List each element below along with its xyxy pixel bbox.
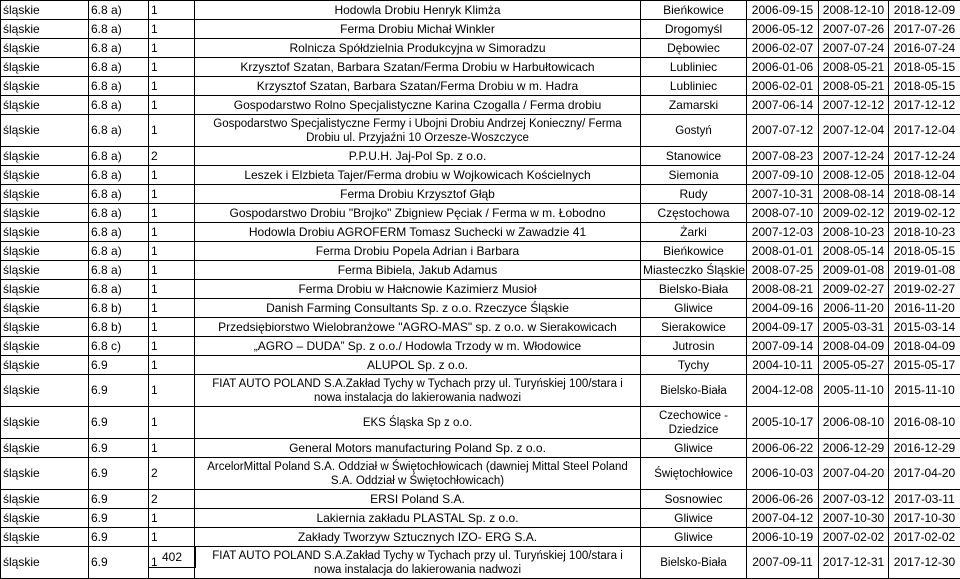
date-expiry-cell: 2019-02-27: [889, 280, 960, 299]
date-permit-cell: 2006-08-10: [819, 407, 889, 439]
date-application-cell: 2007-12-03: [747, 223, 819, 242]
count-cell: 1: [149, 204, 195, 223]
date-application-cell: 2006-05-12: [747, 20, 819, 39]
date-expiry-cell: 2017-12-12: [889, 96, 960, 115]
location-cell: Bielsko-Biała: [641, 280, 747, 299]
location-cell: Czechowice - Dziedzice: [641, 407, 747, 439]
installation-name-cell: ALUPOL Sp. z o.o.: [195, 356, 641, 375]
count-cell: 1: [149, 77, 195, 96]
location-cell: Jutrosin: [641, 337, 747, 356]
date-expiry-cell: 2018-04-09: [889, 337, 960, 356]
installation-name-cell: Ferma Drobiu Krzysztof Głąb: [195, 185, 641, 204]
location-cell: Siemonia: [641, 166, 747, 185]
region-cell: śląskie: [1, 280, 89, 299]
region-cell: śląskie: [1, 166, 89, 185]
date-application-cell: 2004-09-17: [747, 318, 819, 337]
date-expiry-cell: 2018-08-14: [889, 185, 960, 204]
date-expiry-cell: 2017-02-02: [889, 528, 960, 547]
count-cell: 2: [149, 147, 195, 166]
count-cell: 1: [149, 242, 195, 261]
table-row: [1, 147, 960, 166]
region-cell: śląskie: [1, 96, 89, 115]
date-permit-cell: 2005-11-10: [819, 375, 889, 407]
date-application-cell: 2006-02-07: [747, 39, 819, 58]
date-expiry-cell: 2017-12-04: [889, 115, 960, 147]
installation-name-cell: EKS Śląska Sp z o.o.: [195, 407, 641, 439]
region-cell: śląskie: [1, 458, 89, 490]
count-cell: 1: [149, 547, 195, 579]
section-cell: 6.9: [89, 528, 149, 547]
section-cell: 6.8 a): [89, 223, 149, 242]
table-row: [1, 115, 960, 147]
region-cell: śląskie: [1, 115, 89, 147]
date-expiry-cell: 2017-12-30: [889, 547, 960, 579]
date-application-cell: 2008-08-21: [747, 280, 819, 299]
date-permit-cell: 2007-03-12: [819, 490, 889, 509]
date-application-cell: 2004-09-16: [747, 299, 819, 318]
date-expiry-cell: 2016-11-20: [889, 299, 960, 318]
section-cell: 6.8 a): [89, 39, 149, 58]
installation-name-cell: General Motors manufacturing Poland Sp. z o.o.: [195, 439, 641, 458]
section-cell: 6.9: [89, 356, 149, 375]
installation-name-cell: Zakłady Tworzyw Sztucznych IZO- ERG S.A.: [195, 528, 641, 547]
region-cell: śląskie: [1, 490, 89, 509]
section-cell: 6.8 a): [89, 204, 149, 223]
installation-name-cell: FIAT AUTO POLAND S.A.Zakład Tychy w Tychach przy ul. Turyńskiej 100/stara i nowa instalacja do lakierowania nadwozi: [195, 547, 641, 579]
table-row: [1, 318, 960, 337]
section-cell: 6.8 a): [89, 77, 149, 96]
section-cell: 6.8 b): [89, 299, 149, 318]
location-cell: Lubliniec: [641, 77, 747, 96]
date-permit-cell: 2008-12-10: [819, 1, 889, 20]
date-permit-cell: 2005-05-27: [819, 356, 889, 375]
count-cell: 1: [149, 20, 195, 39]
installation-name-cell: Krzysztof Szatan, Barbara Szatan/Ferma Drobiu w m. Hadra: [195, 77, 641, 96]
date-permit-cell: 2007-12-24: [819, 147, 889, 166]
section-cell: 6.9: [89, 547, 149, 579]
table-row: [1, 185, 960, 204]
date-application-cell: 2007-08-23: [747, 147, 819, 166]
installation-name-cell: P.P.U.H. Jaj-Pol Sp. z o.o.: [195, 147, 641, 166]
table-row: [1, 223, 960, 242]
count-cell: 1: [149, 261, 195, 280]
date-application-cell: 2006-09-15: [747, 1, 819, 20]
region-cell: śląskie: [1, 77, 89, 96]
location-cell: Żarki: [641, 223, 747, 242]
section-cell: 6.9: [89, 439, 149, 458]
location-cell: Drogomyśl: [641, 20, 747, 39]
installation-name-cell: Gospodarstwo Specjalistyczne Fermy i Ubojni Drobiu Andrzej Konieczny/ Ferma Drobiu ul. Przyjaźni 10 Orzesze-Woszczyce: [195, 115, 641, 147]
region-cell: śląskie: [1, 299, 89, 318]
date-permit-cell: 2006-12-29: [819, 439, 889, 458]
region-cell: śląskie: [1, 242, 89, 261]
count-cell: 1: [149, 509, 195, 528]
count-cell: 1: [149, 185, 195, 204]
date-application-cell: 2004-10-11: [747, 356, 819, 375]
location-cell: Dębowiec: [641, 39, 747, 58]
section-cell: 6.8 a): [89, 20, 149, 39]
installation-name-cell: Ferma Drobiu Popela Adrian i Barbara: [195, 242, 641, 261]
installation-name-cell: Lakiernia zakładu PLASTAL Sp. z o.o.: [195, 509, 641, 528]
count-cell: 1: [149, 528, 195, 547]
count-cell: 1: [149, 299, 195, 318]
date-permit-cell: 2017-12-31: [819, 547, 889, 579]
date-application-cell: 2008-07-25: [747, 261, 819, 280]
location-cell: Sierakowice: [641, 318, 747, 337]
table-row: [1, 547, 960, 579]
date-expiry-cell: 2019-01-08: [889, 261, 960, 280]
date-expiry-cell: 2017-12-24: [889, 147, 960, 166]
installation-name-cell: Ferma Bibiela, Jakub Adamus: [195, 261, 641, 280]
date-application-cell: 2006-01-06: [747, 58, 819, 77]
section-cell: 6.8 a): [89, 147, 149, 166]
installation-name-cell: Rolnicza Spółdzielnia Produkcyjna w Simoradzu: [195, 39, 641, 58]
region-cell: śląskie: [1, 547, 89, 579]
section-cell: 6.8 b): [89, 318, 149, 337]
table-row: [1, 204, 960, 223]
date-expiry-cell: 2015-03-14: [889, 318, 960, 337]
location-cell: Zamarski: [641, 96, 747, 115]
region-cell: śląskie: [1, 375, 89, 407]
count-cell: 1: [149, 318, 195, 337]
region-cell: śląskie: [1, 20, 89, 39]
date-permit-cell: 2007-12-04: [819, 115, 889, 147]
region-cell: śląskie: [1, 407, 89, 439]
location-cell: Gostyń: [641, 115, 747, 147]
table-row: [1, 242, 960, 261]
date-permit-cell: 2007-12-12: [819, 96, 889, 115]
date-application-cell: 2006-06-22: [747, 439, 819, 458]
installation-name-cell: ArcelorMittal Poland S.A. Oddział w Świętochłowicach (dawniej Mittal Steel Poland S.A. Oddział w Świętochłowicach): [195, 458, 641, 490]
location-cell: Lubliniec: [641, 58, 747, 77]
count-cell: 1: [149, 39, 195, 58]
date-application-cell: 2004-12-08: [747, 375, 819, 407]
date-application-cell: 2007-04-12: [747, 509, 819, 528]
count-cell: 1: [149, 337, 195, 356]
table-row: [1, 337, 960, 356]
section-cell: 6.8 c): [89, 337, 149, 356]
date-expiry-cell: 2018-10-23: [889, 223, 960, 242]
date-application-cell: 2007-07-12: [747, 115, 819, 147]
installation-name-cell: Hodowla Drobiu AGROFERM Tomasz Suchecki w Zawadzie 41: [195, 223, 641, 242]
section-cell: 6.9: [89, 375, 149, 407]
date-permit-cell: 2008-05-21: [819, 77, 889, 96]
section-cell: 6.8 a): [89, 115, 149, 147]
count-cell: 2: [149, 490, 195, 509]
date-permit-cell: 2006-11-20: [819, 299, 889, 318]
section-cell: 6.8 a): [89, 242, 149, 261]
region-cell: śląskie: [1, 261, 89, 280]
count-cell: 1: [149, 96, 195, 115]
location-cell: Rudy: [641, 185, 747, 204]
date-permit-cell: 2008-12-05: [819, 166, 889, 185]
section-cell: 6.8 a): [89, 58, 149, 77]
section-cell: 6.8 a): [89, 96, 149, 115]
table-row: [1, 39, 960, 58]
date-expiry-cell: 2016-12-29: [889, 439, 960, 458]
date-application-cell: 2007-06-14: [747, 96, 819, 115]
installation-name-cell: Przedsiębiorstwo Wielobranżowe "AGRO-MAS" sp. z o.o. w Sierakowicach: [195, 318, 641, 337]
count-cell: 1: [149, 375, 195, 407]
date-application-cell: 2006-10-19: [747, 528, 819, 547]
region-cell: śląskie: [1, 223, 89, 242]
region-cell: śląskie: [1, 356, 89, 375]
count-cell: 1: [149, 280, 195, 299]
installation-name-cell: Leszek i Elzbieta Tajer/Ferma drobiu w Wojkowicach Kościelnych: [195, 166, 641, 185]
date-application-cell: 2006-02-01: [747, 77, 819, 96]
installation-name-cell: Gospodarstwo Drobiu "Brojko" Zbigniew Pęciak / Ferma w m. Łobodno: [195, 204, 641, 223]
section-cell: 6.9: [89, 407, 149, 439]
location-cell: Bielsko-Biała: [641, 547, 747, 579]
count-cell: 1: [149, 166, 195, 185]
location-cell: Częstochowa: [641, 204, 747, 223]
date-permit-cell: 2008-05-21: [819, 58, 889, 77]
table-row: [1, 1, 960, 20]
table-row: [1, 528, 960, 547]
region-cell: śląskie: [1, 439, 89, 458]
table-row: [1, 261, 960, 280]
region-cell: śląskie: [1, 337, 89, 356]
table-row: [1, 490, 960, 509]
section-cell: 6.9: [89, 458, 149, 490]
date-permit-cell: 2007-07-26: [819, 20, 889, 39]
location-cell: Świętochłowice: [641, 458, 747, 490]
date-expiry-cell: 2017-07-26: [889, 20, 960, 39]
table-row: [1, 20, 960, 39]
count-cell: 1: [149, 58, 195, 77]
date-expiry-cell: 2017-10-30: [889, 509, 960, 528]
location-cell: Gliwice: [641, 509, 747, 528]
date-application-cell: 2008-07-10: [747, 204, 819, 223]
date-application-cell: 2008-01-01: [747, 242, 819, 261]
region-cell: śląskie: [1, 318, 89, 337]
location-cell: Bieńkowice: [641, 242, 747, 261]
installation-name-cell: Gospodarstwo Rolno Specjalistyczne Karina Czogalla / Ferma drobiu: [195, 96, 641, 115]
installation-name-cell: Ferma Drobiu w Hałcnowie Kazimierz Musioł: [195, 280, 641, 299]
date-expiry-cell: 2019-02-12: [889, 204, 960, 223]
date-expiry-cell: 2016-08-10: [889, 407, 960, 439]
region-cell: śląskie: [1, 528, 89, 547]
region-cell: śląskie: [1, 185, 89, 204]
table-row: [1, 166, 960, 185]
region-cell: śląskie: [1, 39, 89, 58]
region-cell: śląskie: [1, 509, 89, 528]
date-expiry-cell: 2015-05-17: [889, 356, 960, 375]
region-cell: śląskie: [1, 1, 89, 20]
date-expiry-cell: 2018-05-15: [889, 77, 960, 96]
date-permit-cell: 2007-02-02: [819, 528, 889, 547]
date-expiry-cell: 2018-05-15: [889, 242, 960, 261]
table-row: [1, 458, 960, 490]
date-permit-cell: 2008-04-09: [819, 337, 889, 356]
date-permit-cell: 2005-03-31: [819, 318, 889, 337]
date-expiry-cell: 2016-07-24: [889, 39, 960, 58]
installation-name-cell: FIAT AUTO POLAND S.A.Zakład Tychy w Tychach przy ul. Turyńskiej 100/stara i nowa instalacja do lakierowania nadwozi: [195, 375, 641, 407]
location-cell: Bielsko-Biała: [641, 375, 747, 407]
location-cell: Gliwice: [641, 439, 747, 458]
location-cell: Gliwice: [641, 528, 747, 547]
region-cell: śląskie: [1, 147, 89, 166]
installation-name-cell: ERSI Poland S.A.: [195, 490, 641, 509]
section-cell: 6.8 a): [89, 185, 149, 204]
date-application-cell: 2007-09-10: [747, 166, 819, 185]
date-permit-cell: 2007-10-30: [819, 509, 889, 528]
date-application-cell: 2005-10-17: [747, 407, 819, 439]
date-permit-cell: 2009-02-27: [819, 280, 889, 299]
table-row: [1, 375, 960, 407]
table-row: [1, 280, 960, 299]
count-cell: 1: [149, 223, 195, 242]
region-cell: śląskie: [1, 58, 89, 77]
installation-name-cell: Ferma Drobiu Michał Winkler: [195, 20, 641, 39]
table-row: [1, 58, 960, 77]
location-cell: Sosnowiec: [641, 490, 747, 509]
date-permit-cell: 2008-05-14: [819, 242, 889, 261]
table-row: [1, 299, 960, 318]
date-application-cell: 2006-06-26: [747, 490, 819, 509]
table-row: [1, 407, 960, 439]
date-permit-cell: 2009-01-08: [819, 261, 889, 280]
date-permit-cell: 2007-04-20: [819, 458, 889, 490]
installation-name-cell: Hodowla Drobiu Henryk Klimża: [195, 1, 641, 20]
location-cell: Stanowice: [641, 147, 747, 166]
page-number: 402: [148, 547, 196, 568]
count-cell: 1: [149, 115, 195, 147]
date-expiry-cell: 2018-12-09: [889, 1, 960, 20]
count-cell: 1: [149, 439, 195, 458]
table-row: [1, 96, 960, 115]
date-expiry-cell: 2015-11-10: [889, 375, 960, 407]
table-body: [1, 1, 960, 579]
count-cell: 1: [149, 356, 195, 375]
count-cell: 1: [149, 1, 195, 20]
table-row: [1, 439, 960, 458]
installation-name-cell: Krzysztof Szatan, Barbara Szatan/Ferma Drobiu w Harbułtowicach: [195, 58, 641, 77]
location-cell: Bieńkowice: [641, 1, 747, 20]
section-cell: 6.9: [89, 509, 149, 528]
section-cell: 6.9: [89, 490, 149, 509]
location-cell: Gliwice: [641, 299, 747, 318]
date-expiry-cell: 2017-03-11: [889, 490, 960, 509]
date-application-cell: 2007-09-11: [747, 547, 819, 579]
section-cell: 6.8 a): [89, 166, 149, 185]
section-cell: 6.8 a): [89, 261, 149, 280]
date-permit-cell: 2008-10-23: [819, 223, 889, 242]
count-cell: 1: [149, 407, 195, 439]
date-permit-cell: 2009-02-12: [819, 204, 889, 223]
installation-name-cell: „AGRO – DUDA” Sp. z o.o./ Hodowla Trzody w m. Włodowice: [195, 337, 641, 356]
location-cell: Miasteczko Śląskie: [641, 261, 747, 280]
date-expiry-cell: 2018-12-04: [889, 166, 960, 185]
section-cell: 6.8 a): [89, 1, 149, 20]
date-expiry-cell: 2017-04-20: [889, 458, 960, 490]
date-permit-cell: 2007-07-24: [819, 39, 889, 58]
section-cell: 6.8 a): [89, 280, 149, 299]
table-row: [1, 77, 960, 96]
date-application-cell: 2006-10-03: [747, 458, 819, 490]
date-application-cell: 2007-10-31: [747, 185, 819, 204]
date-permit-cell: 2008-08-14: [819, 185, 889, 204]
installation-name-cell: Danish Farming Consultants Sp. z o.o. Rzeczyce Śląskie: [195, 299, 641, 318]
table-row: [1, 509, 960, 528]
region-cell: śląskie: [1, 204, 89, 223]
count-cell: 2: [149, 458, 195, 490]
table-row: [1, 356, 960, 375]
location-cell: Tychy: [641, 356, 747, 375]
date-expiry-cell: 2018-05-15: [889, 58, 960, 77]
date-application-cell: 2007-09-14: [747, 337, 819, 356]
